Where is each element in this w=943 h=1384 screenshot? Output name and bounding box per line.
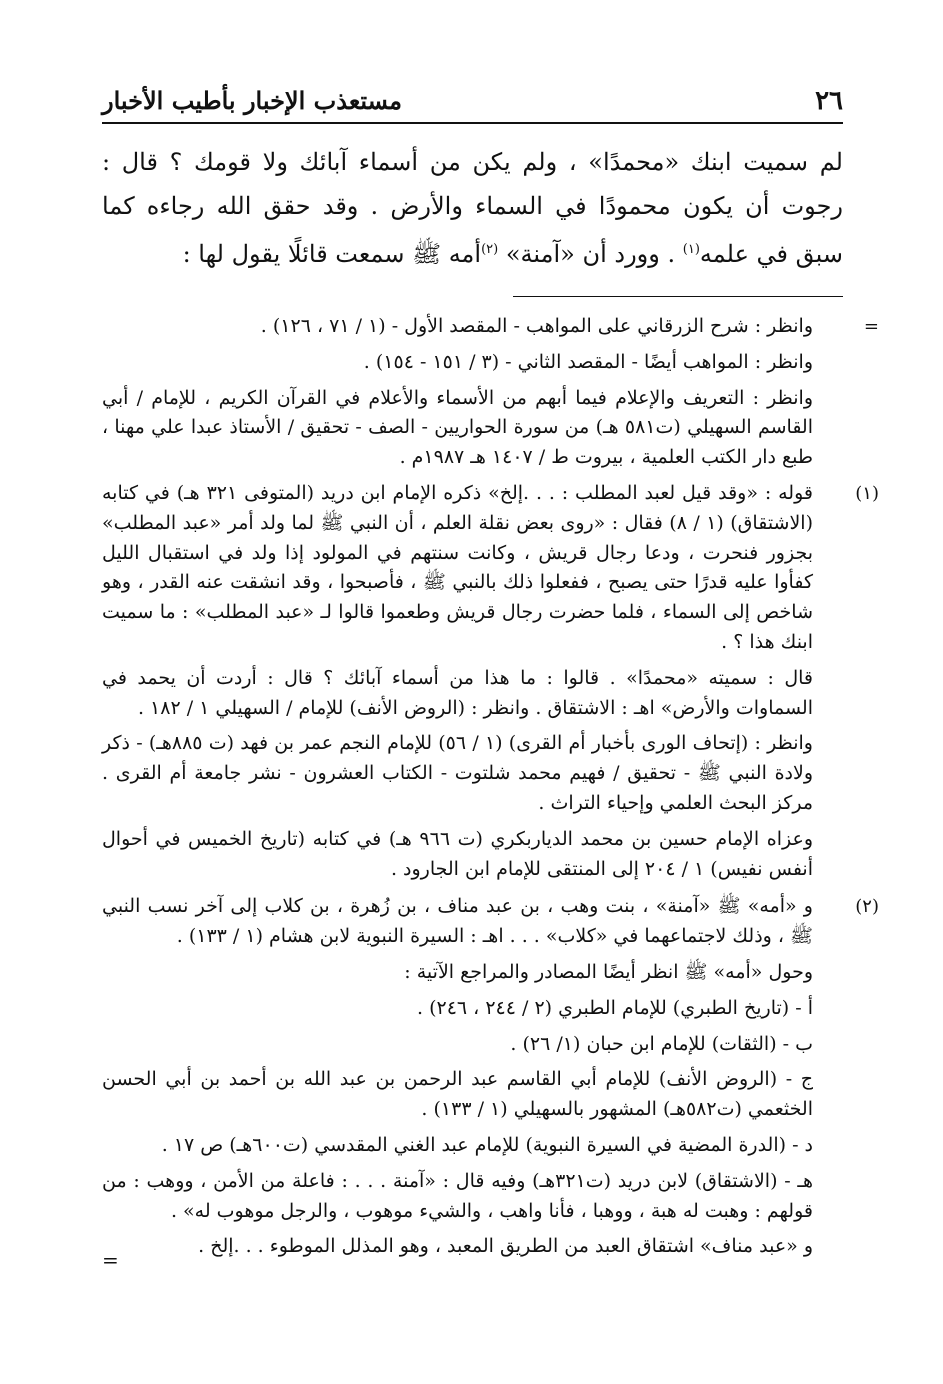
main-continuation-b: أمه ﷺ سمعت قائلًا يقول لها : [182, 240, 482, 268]
footnote-paragraph: و «أمه» ﷺ «آمنة» ، بنت وهب ، بن عبد مناف ، بن زُهرة ، بن كلاب إلى آخر نسب النبي ﷺ ، وذلك لاجتماعهما في «كلاب» . . . اهـ : السيرة النبوية لابن هشام (١ / ١٣٣) . [102, 895, 813, 948]
page-header [102, 82, 843, 124]
running-title: مستعذب الإخبار بأطيب الأخبار [102, 86, 402, 115]
footnotes [102, 312, 879, 1270]
main-text [102, 140, 843, 276]
footnote-paragraph: وانظر : (إتحاف الورى بأخبار أم القرى) (١ / ٥٦) للإمام النجم عمر بن فهد (ت ٨٨٥هـ) - ذكر ولادة النبي ﷺ - تحقيق / فهيم محمد شلتوت - الكتاب العشرون - نشر جامعة أم القرى . مركز البحث العلمي وإحياء التراث . [102, 732, 813, 814]
footnote-ref-1: (١) [682, 242, 700, 257]
footnote-marker: = [863, 316, 879, 337]
footnote-paragraph: أ - (تاريخ الطبري) للإمام الطبري (٢ / ٢٤٤ ، ٢٤٦) . [417, 996, 813, 1019]
footnote-paragraph: وعزاه الإمام حسين بن محمد الدياربكري (ت ٩٦٦ هـ) في كتابه (تاريخ الخميس في أحوال أنفس نفيس) ١ / ٢٠٤ إلى المنتقى للإمام ابن الجارود . [102, 827, 813, 880]
footnote-paragraph: و «عبد مناف» اشتقاق العبد من الطريق المعبد ، وهو المذلل الموطوء . . .إلخ . [198, 1235, 813, 1258]
footnote-paragraph: هـ - (الاشتقاق) لابن دريد (ت٣٢١هـ) وفيه قال : «آمنة . . . : فاعلة من الأمن ، ووهب : من قولهم : وهبت له هبة ، ووهبا ، فأنا واهب ، والشيء موهوب ، والرجل موهوب له» . [102, 1169, 813, 1222]
footnote-paragraph: ج - (الروض الأنف) للإمام أبي القاسم عبد الرحمن بن عبد الله بن أحمد بن أبي الحسن الخثعمي (ت٥٨٢هـ) المشهور بالسهيلي (١ / ١٣٣) . [102, 1068, 813, 1121]
footnote-paragraph: قال : سميته «محمدًا» . قالوا : ما هذا من أسماء آبائك ؟ قال : أردت أن يحمد في السماوات والأرض» اهـ : الاشتقاق . وانظر : (الروض الأنف) للإمام / السهيلي ١ / ١٨٢ . [102, 666, 813, 719]
footnote-paragraph: وانظر : المواهب أيضًا - المقصد الثاني - (٣ / ١٥١ - ١٥٤) . [363, 350, 813, 373]
footnote-paragraph: قوله : «وقد قيل لعبد المطلب : . . .إلخ» ذكره الإمام ابن دريد (المتوفى ٣٢١ هـ) في كتابه (الاشتقاق) (١ / ٨) فقال : «روى بعض نقلة العلم ، أن النبي ﷺ لما ولد أمر «عبد المطلب» بجزور فنحرت ، ودعا رجال قريش ، وكانت سنتهم في المولود إذا ولد في استقبال الليل كفأوا عليه قدرًا حتى يصبح ، ففعلوا ذلك بالنبي ﷺ ، فأصبحوا ، وقد انشقت عنه القدر ، وهو شاخص إلى السماء ، فلما حضرت رجال قريش وطعموا قالوا لـ «عبد المطلب» : ما سميت ابنك هذا ؟ . [102, 481, 814, 653]
main-continuation-a: . وورد أن «آمنة» [498, 240, 683, 268]
footnote-marker: (١) [855, 482, 879, 504]
footnote-carryover [102, 312, 879, 473]
page-number: ٢٦ [815, 86, 843, 116]
footnote-paragraph: وانظر : شرح الزرقاني على المواهب - المقصد الأول - (١ / ٧١ ، ١٢٦) . [260, 315, 813, 337]
footnote-ref-2: (٢) [481, 242, 499, 257]
footnote-marker: (٢) [855, 896, 879, 918]
main-paragraph: لم سميت ابنك «محمدًا» ، ولم يكن من أسماء آبائك ولا قومك ؟ قال : رجوت أن يكون محمودًا في السماء والأرض . وقد حقق الله رجاءه كما سبق في علمه [102, 148, 843, 268]
footnote-paragraph: د - (الدرة المضية في السيرة النبوية) للإمام عبد الغني المقدسي (ت٦٠٠هـ) ص ١٧ . [161, 1133, 813, 1156]
footnote-2 [102, 892, 879, 1262]
footnote-divider [513, 296, 843, 297]
footnote-paragraph: وحول «أمه» ﷺ انظر أيضًا المصادر والمراجع الآتية : [404, 960, 813, 983]
footnote-paragraph: وانظر : التعريف والإعلام فيما أبهم من الأسماء والأعلام في القرآن الكريم ، للإمام / أبي القاسم السهيلي (ت٥٨١ هـ) من سورة الحواريين - الصف - تحقيق / الأستاذ عبدا علي مهنا ، طبع دار الكتب العلمية ، بيروت ط / ١٤٠٧ هـ ١٩٨٧م . [102, 386, 813, 469]
footnote-paragraph: ب - (الثقات) للإمام ابن حبان (١/ ٢٦) . [510, 1032, 813, 1055]
footnote-1 [102, 479, 879, 884]
continued-marker: = [102, 1248, 119, 1272]
